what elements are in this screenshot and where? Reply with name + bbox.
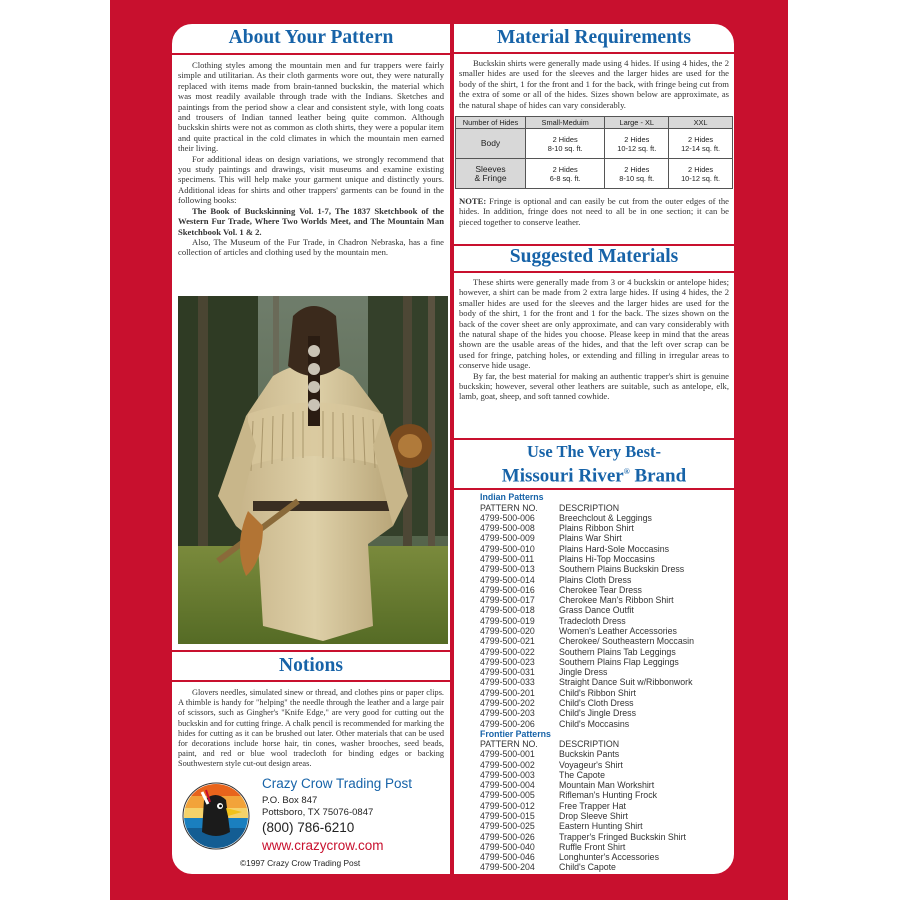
pattern-description: Child's Jingle Dress	[559, 708, 636, 719]
pattern-description: Trapper's Fringed Buckskin Shirt	[559, 831, 687, 842]
pattern-number: 4799-500-002	[480, 759, 535, 770]
pattern-description: Plains Ribbon Shirt	[559, 523, 634, 534]
pattern-description: Rifleman's Hunting Frock	[559, 790, 657, 801]
pattern-description: Mountain Man Workshirt	[559, 780, 655, 791]
pattern-description: Southern Plains Flap Leggings	[559, 656, 679, 667]
list-item	[480, 770, 734, 780]
pattern-number: 4799-500-206	[480, 718, 535, 729]
table-cell: 2 Hides 12-14 sq. ft.	[669, 129, 733, 159]
table-header: XXL	[669, 117, 733, 129]
about-title: About Your Pattern	[228, 27, 394, 48]
pattern-number: 4799-500-004	[480, 780, 535, 791]
hide-size-table	[455, 116, 733, 189]
about-books: The Book of Buckskinning Vol. 1-7, The 1837 Sketchbook of the Western Fur Trade, Where Two Worlds Meet, and The Mountain Man Sketchbook Vol. 1 & 2.	[178, 205, 444, 237]
pattern-number: 4799-500-013	[480, 564, 535, 575]
list-item	[480, 677, 734, 687]
pattern-number: 4799-500-040	[480, 841, 535, 852]
pattern-description: Longhunter's Accessories	[559, 852, 659, 863]
row-label-body: Body	[456, 129, 526, 159]
pattern-description: Free Trapper Hat	[559, 800, 626, 811]
pattern-number: 4799-500-021	[480, 636, 535, 647]
material-title: Material Requirements	[496, 27, 692, 48]
brand-line-2: Missouri River® Brand	[501, 465, 687, 487]
pattern-number: 4799-500-204	[480, 862, 535, 873]
indian-patterns-label: Indian Patterns	[480, 492, 544, 503]
company-phone: (800) 786-6210	[262, 820, 355, 835]
list-item	[480, 647, 734, 657]
pattern-description: Cherokee/ Southeastern Moccasin	[559, 636, 694, 647]
list-item	[480, 523, 734, 533]
pattern-description: Women's Leather Accessories	[559, 625, 677, 636]
pattern-number: 4799-500-033	[480, 677, 535, 688]
list-item	[480, 749, 734, 759]
list-item	[480, 698, 734, 708]
pattern-description: Plains Cloth Dress	[559, 574, 632, 585]
list-item	[480, 605, 734, 615]
table-header: Small-Meduim	[526, 117, 605, 129]
table-header: Large - XL	[605, 117, 669, 129]
pattern-number: 4799-500-022	[480, 646, 535, 657]
pattern-number: 4799-500-010	[480, 543, 535, 554]
list-item	[480, 688, 734, 698]
pattern-description: Breechclout & Leggings	[559, 512, 652, 523]
pattern-description: Voyageur's Shirt	[559, 759, 623, 770]
table-cell: 2 Hides 10-12 sq. ft.	[605, 129, 669, 159]
pattern-description: Straight Dance Suit w/Ribbonwork	[559, 677, 693, 688]
material-text: Buckskin shirts were generally made using 4 hides. If using 4 hides, the 2 smaller hides are used for the sleeves and the larger hides are used for the body of the shirt, 1 for the front and 1 for the back, with fringe being cut from the extra of some or all of the hides. Sizes shown below are approximate, as the natural shape of hides can vary considerably.	[459, 58, 729, 110]
frontier-patterns-label: Frontier Patterns	[480, 728, 551, 739]
pattern-description: Cherokee Tear Dress	[559, 584, 642, 595]
pattern-list	[454, 490, 734, 872]
list-item	[480, 595, 734, 605]
pattern-description: Eastern Hunting Shirt	[559, 821, 643, 832]
pattern-number: 4799-500-006	[480, 512, 535, 523]
list-item	[480, 760, 734, 770]
pattern-description: Grass Dance Outfit	[559, 605, 634, 616]
pattern-description: Child's Capote	[559, 862, 616, 873]
pattern-number: 4799-500-031	[480, 667, 535, 678]
notions-text: Glovers needles, simulated sinew or thread, and clothes pins or paper clips. A thimble is handy for "helping" the needle through the leather and a large pair of scissors, such as Gingher's "Knife Edge," are very good for cutting out the buckskin and for cutting fringe. A chalk pencil is recommended for marking the hides for cutting as it can be brushed out later. Other materials that can be used for decorations include horse hair, tin cones, washer brooches, seed beads, paint, and red or blue wool tradecloth for binding edges or backing Southwestern style cut-out design areas.	[178, 688, 444, 769]
crazy-crow-logo	[182, 782, 250, 850]
table-header-row	[456, 117, 733, 129]
about-paragraph-4: Also, The Museum of the Fur Trade, in Chadron Nebraska, has a fine collection of articles and clothing used by the mountain men.	[178, 236, 444, 258]
list-item	[480, 585, 734, 595]
suggested-paragraph-1: These shirts were generally made from 3 or 4 buckskin or antelope hides; however, a shirt can be made from 2 extra large hides. If using 4 hides, the 2 smaller hides are used for the sleeves and the larger hides are used for the body of the shirt, 1 for the front and 1 for the back. The sizes shown on the back of the cover sheet are only approximate, and can vary considerably with the natural shape of the hides you choose. Please keep in mind that the areas shown are the usable areas of the hides, and that the left over scrap can be used for fringe, patching holes, or extending and filling in irregular areas to conserve hide usage.	[459, 277, 729, 371]
list-item	[480, 626, 734, 636]
table-cell: 2 Hides 6-8 sq. ft.	[526, 159, 605, 189]
brand-line-1: Use The Very Best-	[527, 442, 661, 461]
pattern-description: Drop Sleeve Shirt	[559, 811, 628, 822]
material-panel	[452, 22, 736, 246]
list-item	[480, 852, 734, 862]
list-header: PATTERN NO. DESCRIPTION	[480, 502, 620, 513]
list-item	[480, 564, 734, 574]
pattern-number: 4799-500-017	[480, 595, 535, 606]
list-item	[480, 544, 734, 554]
company-address-2: Pottsboro, TX 75076-0847	[262, 807, 374, 818]
pattern-number: 4799-500-203	[480, 708, 535, 719]
pattern-description: Cherokee Man's Ribbon Shirt	[559, 595, 674, 606]
material-note: NOTE: Fringe is optional and can easily be cut from the outer edges of the hides. In addition, fringe does not need to all be in one section; it can be pieced together to conserve leather.	[459, 196, 729, 227]
table-row	[456, 129, 733, 159]
brand-panel	[452, 438, 736, 876]
pattern-description: Child's Ribbon Shirt	[559, 687, 636, 698]
table-cell: 2 Hides 8-10 sq. ft.	[605, 159, 669, 189]
list-item	[480, 533, 734, 543]
company-address-1: P.O. Box 847	[262, 795, 318, 806]
list-item	[480, 862, 734, 872]
pattern-number: 4799-500-201	[480, 687, 535, 698]
pattern-number: 4799-500-018	[480, 605, 535, 616]
pattern-description: Ruffle Front Shirt	[559, 841, 626, 852]
list-item	[480, 657, 734, 667]
pattern-number: 4799-500-019	[480, 615, 535, 626]
list-item	[480, 821, 734, 831]
pattern-number: 4799-500-016	[480, 584, 535, 595]
list-item	[480, 790, 734, 800]
pattern-description: Plains Hard-Sole Moccasins	[559, 543, 670, 554]
pattern-description: Southern Plains Tab Leggings	[559, 646, 676, 657]
list-item	[480, 842, 734, 852]
table-row	[456, 159, 733, 189]
pattern-description: Buckskin Pants	[559, 749, 620, 760]
pattern-number: 4799-500-014	[480, 574, 535, 585]
pattern-number: 4799-500-023	[480, 656, 535, 667]
pattern-number: 4799-500-015	[480, 811, 535, 822]
suggested-panel	[452, 244, 736, 440]
list-item	[480, 832, 734, 842]
indian-pattern-list	[480, 513, 734, 729]
list-item	[480, 780, 734, 790]
pattern-number: 4799-500-020	[480, 625, 535, 636]
pattern-number: 4799-500-012	[480, 800, 535, 811]
pattern-number: 4799-500-011	[480, 554, 535, 565]
pattern-number: 4799-500-001	[480, 749, 535, 760]
copyright: ©1997 Crazy Crow Trading Post	[240, 858, 361, 868]
suggested-paragraph-2: By far, the best material for making an authentic trapper's shirt is genuine buckskin; however, several other leathers are suitable, such as antelope, elk, lamb, goat, sheep, and soft tanned cowhide.	[459, 370, 729, 402]
pattern-description: Plains War Shirt	[559, 533, 622, 544]
list-item	[480, 554, 734, 564]
pattern-description: The Capote	[559, 769, 605, 780]
notions-panel	[170, 650, 452, 876]
about-paragraph-2: For additional ideas on design variations, we strongly recommend that you study paintings and drawings, visit museums and examine existing specimens. This will help make your garment unique and distinctly yours. Additional ideas for shirts and other trappers' garments can be found in the following books:	[178, 153, 444, 206]
list-item	[480, 513, 734, 523]
table-cell: 2 Hides 10-12 sq. ft.	[669, 159, 733, 189]
pattern-number: 4799-500-005	[480, 790, 535, 801]
company-website[interactable]: www.crazycrow.com	[262, 838, 384, 853]
row-label-sleeves: Sleeves & Fringe	[456, 159, 526, 189]
list-item	[480, 708, 734, 718]
list-item	[480, 667, 734, 677]
company-name: Crazy Crow Trading Post	[262, 776, 413, 791]
pattern-description: Jingle Dress	[559, 667, 608, 678]
suggested-title: Suggested Materials	[509, 246, 679, 267]
list-item	[480, 636, 734, 646]
list-item	[480, 616, 734, 626]
mountain-man-photo	[178, 296, 448, 644]
list-item	[480, 719, 734, 729]
list-item	[480, 801, 734, 811]
pattern-description: Child's Moccasins	[559, 718, 630, 729]
pattern-number: 4799-500-009	[480, 533, 535, 544]
pattern-number: 4799-500-008	[480, 523, 535, 534]
pattern-description: Plains Hi-Top Moccasins	[559, 554, 655, 565]
pattern-number: 4799-500-202	[480, 697, 535, 708]
pattern-number: 4799-500-026	[480, 831, 535, 842]
frontier-pattern-list	[480, 749, 734, 872]
table-cell: 2 Hides 8-10 sq. ft.	[526, 129, 605, 159]
notions-title: Notions	[279, 655, 343, 676]
pattern-description: Tradecloth Dress	[559, 615, 626, 626]
pattern-number: 4799-500-046	[480, 852, 535, 863]
about-paragraph-1: Clothing styles among the mountain men and fur trappers were fairly simple and utilitarian. As their cloth garments wore out, they were naturally replaced with items made from brain-tanned buckskin, the material which was most readily available through trade with the Indians. Sketches and paintings from the period show a clear and consistent style, with long coats and trousers of Indian tanned leather being quite common. Although buckskin shirts were not as common as cloth shirts, they were a popular item and quite practical in the cold climates in which the mountain men earned their living.	[178, 60, 444, 154]
pattern-description: Southern Plains Buckskin Dress	[559, 564, 685, 575]
pattern-number: 4799-500-025	[480, 821, 535, 832]
list-header: PATTERN NO. DESCRIPTION	[480, 739, 620, 750]
pattern-number: 4799-500-003	[480, 769, 535, 780]
about-body	[172, 55, 450, 258]
list-item	[480, 575, 734, 585]
table-header: Number of Hides	[456, 117, 526, 129]
pattern-description: Child's Cloth Dress	[559, 697, 634, 708]
list-item	[480, 811, 734, 821]
